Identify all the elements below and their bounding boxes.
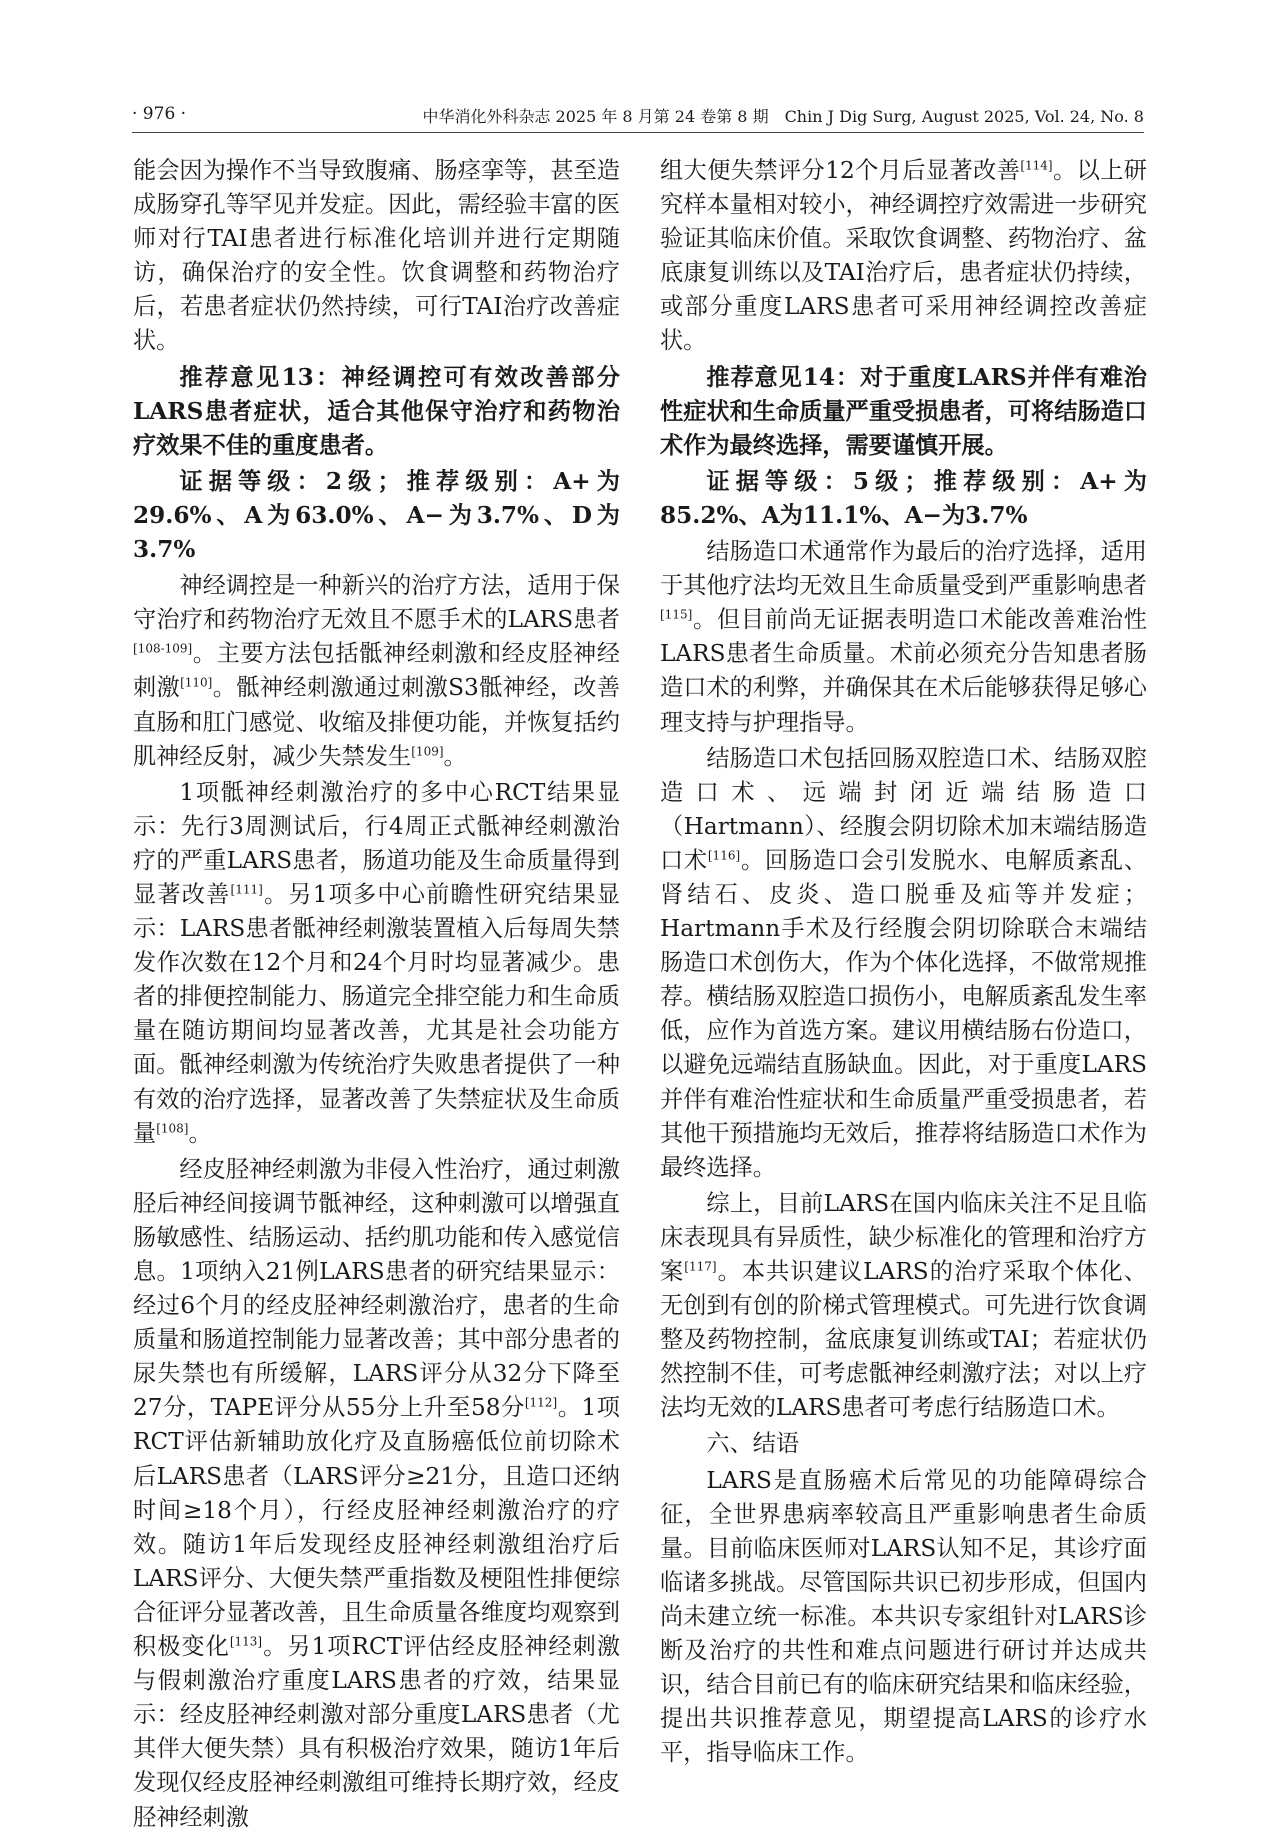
paragraph-continued: 能会因为操作不当导致腹痛、肠痉挛等，甚至造成肠穿孔等罕见并发症。因此，需经验丰富的医师对行TAI患者进行标准化培训并进行定期随访，确保治疗的安全性。饮食调整和药物治疗后，若患者症状仍然持续，可行TAI治疗改善症状。 [133, 157, 620, 355]
right-column [660, 154, 1147, 1772]
recommendation-13: 推荐意见13：神经调控可有效改善部分LARS患者症状，适合其他保守治疗和药物治疗效果不佳的重度患者。 [133, 363, 620, 459]
paragraph-conclusion: LARS是直肠癌术后常见的功能障碍综合征，全世界患病率较高且严重影响患者生命质量。目前临床医师对LARS认知不足，其诊疗面临诸多挑战。尽管国际共识已初步形成，但国内尚未建立统一标准。本共识专家组针对LARS诊断及治疗的共性和难点问题进行研讨并达成共识，结合目前已有的临床研究结果和临床经验，提出共识推荐意见，期望提高LARS的诊疗水平，指导临床工作。 [660, 1466, 1147, 1767]
left-column [133, 154, 620, 1837]
section-heading-conclusion: 六、结语 [706, 1430, 800, 1458]
running-header [132, 98, 1144, 133]
paragraph-tibial: 经皮胫神经刺激为非侵入性治疗，通过刺激胫后神经间接调节骶神经，这种刺激可以增强直肠敏感性、结肠运动、括约肌功能和传入感觉信息。1项纳入21例LARS患者的研究结果显示：经过6个月的经皮胫神经刺激治疗，患者的生命质量和肠道控制能力显著改善；其中部分患者的尿失禁也有所缓解，LARS评分从32分下降至27分，TAPE评分从55分上升至58分[112]。1项RCT评估新辅助放化疗及直肠癌低位前切除术后LARS患者（LARS评分≥21分，且造口还纳时间≥18个月），行经皮胫神经刺激治疗的疗效。随访1年后发现经皮胫神经刺激组治疗后LARS评分、大便失禁严重指数及梗阻性排便综合征评分显著改善，且生命质量各维度均观察到积极变化[113]。另1项RCT评估经皮胫神经刺激与假刺激治疗重度LARS患者的疗效，结果显示：经皮胫神经刺激对部分重度LARS患者（尤其伴大便失禁）具有积极治疗效果，随访1年后发现仅经皮胫神经刺激组可维持长期疗效，经皮胫神经刺激 [133, 1155, 621, 1831]
citation-ref: [117] [684, 1259, 717, 1274]
citation-ref: [113] [229, 1634, 263, 1649]
paragraph-colostomy-types: 结肠造口术包括回肠双腔造口术、结肠双腔造口术、远端封闭近端结肠造口（Hartmann）、经腹会阴切除术加末端结肠造口术[116]。回肠造口会引发脱水、电解质紊乱、肾结石、皮炎、造口脱垂及疝等并发症；Hartmann手术及行经腹会阴切除联合末端结肠造口术创伤大，作为个体化选择，不做常规推荐。横结肠双腔造口损伤小，电解质紊乱发生率低，应作为首选方案。建议用横结肠右份造口，以避免远端结直肠缺血。因此，对于重度LARS并伴有难治性症状和生命质量严重受损患者，若其他干预措施均无效后，推荐将结肠造口术作为最终选择。 [660, 744, 1148, 1181]
citation-ref: [114] [1020, 158, 1053, 173]
paragraph-sacral-rct: 1项骶神经刺激治疗的多中心RCT结果显示：先行3周测试后，行4周正式骶神经刺激治疗的严重LARS患者，肠道功能及生命质量得到显著改善[111]。另1项多中心前瞻性研究结果显示：LARS患者骶神经刺激装置植入后每周失禁发作次数在12个月和24个月时均显著减少。患者的排便控制能力、肠道完全排空能力和生命质量在随访期间均显著改善，尤其是社会功能方面。骶神经刺激为传统治疗失败患者提供了一种有效的治疗选择，显著改善了失禁症状及生命质量[108]。 [133, 778, 620, 1147]
citation-ref: [115] [660, 607, 693, 622]
paragraph-continued: 组大便失禁评分12个月后显著改善[114]。以上研究样本量相对较小，神经调控疗效需进一步研究验证其临床价值。采取饮食调整、药物治疗、盆底康复训练以及TAI治疗后，患者症状仍持续，或部分重度LARS患者可采用神经调控改善症状。 [660, 157, 1147, 355]
page-number: · 976 · [132, 104, 187, 124]
citation-ref: [109] [411, 743, 444, 758]
citation-ref: [108] [156, 1120, 189, 1135]
paragraph-summary: 综上，目前LARS在国内临床关注不足且临床表现具有异质性，缺少标准化的管理和治疗方案[117]。本共识建议LARS的治疗采取个体化、无创到有创的阶梯式管理模式。可先进行饮食调整及药物控制，盆底康复训练或TAI；若症状仍然控制不佳，可考虑骶神经刺激疗法；对以上疗法均无效的LARS患者可考虑行结肠造口术。 [660, 1189, 1147, 1422]
journal-citation: 中华消化外科杂志 2025 年 8 月第 24 卷第 8 期 Chin J Dig Surg, August 2025, Vol. 24, No. 8 [422, 107, 1144, 126]
citation-ref: [116] [707, 848, 741, 863]
citation-ref: [110] [180, 675, 213, 690]
evidence-level-13: 证据等级：2级；推荐级别：A+为29.6%、A为63.0%、A−为3.7%、D为3.7% [133, 467, 620, 564]
paragraph-colostomy: 结肠造口术通常作为最后的治疗选择，适用于其他疗法均无效且生命质量受到严重影响患者[115]。但目前尚无证据表明造口术能改善难治性LARS患者生命质量。术前必须充分告知患者肠造口术的利弊，并确保其在术后能够获得足够心理支持与护理指导。 [660, 538, 1147, 736]
paragraph-neuromodulation: 神经调控是一种新兴的治疗方法，适用于保守治疗和药物治疗无效且不愿手术的LARS患者[108‑109]。主要方法包括骶神经刺激和经皮胫神经刺激[110]。骶神经刺激通过刺激S3骶神经，改善直肠和肛门感觉、收缩及排便功能，并恢复括约肌神经反射，减少失禁发生[109]。 [133, 572, 621, 770]
evidence-level-14: 证据等级：5级；推荐级别：A+为85.2%、A为11.1%、A−为3.7% [660, 467, 1147, 529]
citation-ref: [112] [524, 1395, 558, 1410]
citation-ref: [108‑109] [133, 641, 193, 656]
recommendation-14: 推荐意见14：对于重度LARS并伴有难治性症状和生命质量严重受损患者，可将结肠造口术作为最终选择，需要谨慎开展。 [660, 363, 1147, 459]
citation-ref: [111] [230, 882, 263, 897]
